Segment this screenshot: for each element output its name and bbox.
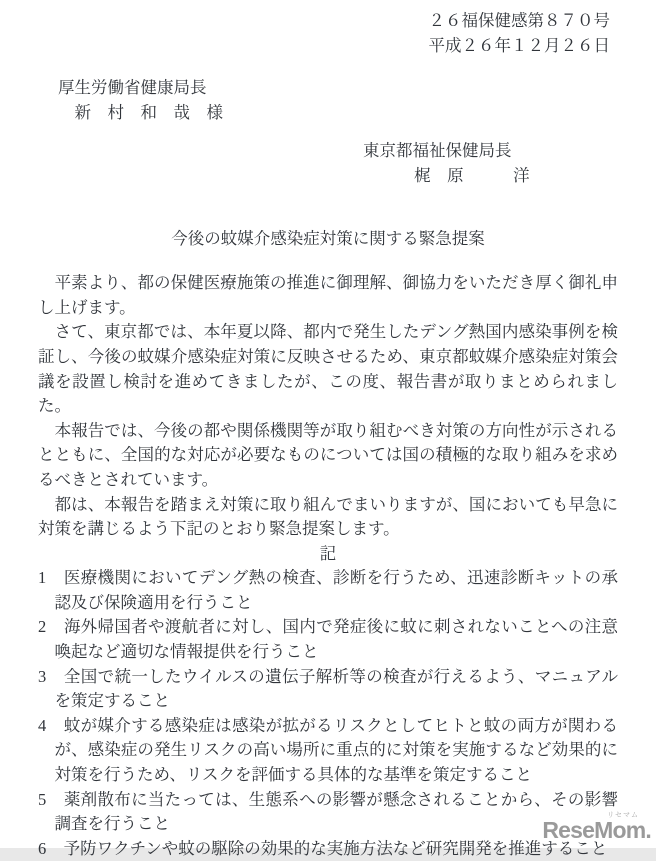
addressee-name: 新 村 和 哉 様 bbox=[74, 102, 223, 122]
item-text: 薬剤散布に当たっては、生態系への影響が懸念されることから、その影響調査を行うこと bbox=[54, 789, 618, 834]
item-number: 6 bbox=[38, 838, 47, 858]
item-text: 全国で統一したウイルスの遺伝子解析等の検査が行えるよう、マニュアルを策定すること bbox=[54, 666, 618, 711]
body-paragraph: 平素より、都の保健医療施策の推進に御理解、御協力をいただき厚く御礼申し上げます。 bbox=[38, 273, 618, 317]
ki-marker: 記 bbox=[319, 543, 337, 563]
list-item bbox=[38, 788, 618, 837]
item-number: 2 bbox=[38, 617, 47, 637]
list-item bbox=[38, 714, 618, 788]
document-subject-title: 今後の蚊媒介感染症対策に関する緊急提案 bbox=[171, 228, 485, 248]
item-text: 予防ワクチンや蚊の駆除の効果的な実施方法など研究開発を推進すること bbox=[63, 838, 608, 858]
sender-name: 梶 原 洋 bbox=[414, 165, 530, 185]
list-item bbox=[38, 665, 618, 714]
item-text: 海外帰国者や渡航者に対し、国内で発症後に蚊に刺されないことへの注意喚起など適切な情報提供を行うこと bbox=[54, 617, 618, 662]
item-text: 蚊が媒介する感染症は感染が拡がるリスクとしてヒトと蚊の両方が関わるが、感染症の発生リスクの高い場所に重点的に対策を実施するなど効果的に対策を行うため、リスクを評価する具体的な基準を策定すること bbox=[54, 715, 618, 785]
resemom-logo-text: ReseMom. bbox=[542, 817, 651, 843]
body-paragraph: 都は、本報告を踏まえ対策に取り組んでまいりますが、国においても早急に対策を講じるよう下記のとおり緊急提案します。 bbox=[38, 494, 618, 539]
resemom-logo-ruby: リセマム bbox=[607, 812, 639, 819]
proposal-list bbox=[38, 566, 618, 861]
sender-block bbox=[363, 139, 656, 188]
body-paragraph: 本報告では、今後の都や関係機関等が取り組むべき対策の方向性が示されるとともに、全国的な対応が必要なものについては国の積極的な取り組みを求めるべきとされています。 bbox=[38, 420, 618, 489]
item-number: 1 bbox=[38, 568, 47, 588]
addressee-title: 厚生労働省健康局長 bbox=[58, 78, 207, 98]
document-header bbox=[0, 0, 656, 58]
item-text: 医療機関においてデング熱の検査、診断を行うため、迅速診断キットの承認及び保険適用を行うこと bbox=[54, 568, 618, 612]
list-item bbox=[38, 615, 618, 664]
item-number: 5 bbox=[38, 789, 47, 809]
item-number: 3 bbox=[38, 666, 47, 686]
list-item bbox=[38, 566, 618, 615]
document-date: 平成２６年１２月２６日 bbox=[428, 35, 610, 55]
list-item bbox=[38, 837, 618, 861]
resemom-watermark-logo bbox=[542, 812, 651, 843]
addressee-block bbox=[58, 76, 656, 125]
document-body bbox=[38, 271, 618, 566]
sender-title: 東京都福祉保健局長 bbox=[363, 141, 512, 161]
document-number: ２６福保健感第８７０号 bbox=[428, 11, 610, 30]
item-number: 4 bbox=[38, 715, 47, 735]
body-paragraph: さて、東京都では、本年夏以降、都内で発生したデング熱国内感染事例を検証し、今後の蚊媒介感染症対策に反映させるため、東京都蚊媒介感染症対策会議を設置し検討を進めてきましたが、この度、報告書が取りまとめられました。 bbox=[38, 322, 618, 416]
